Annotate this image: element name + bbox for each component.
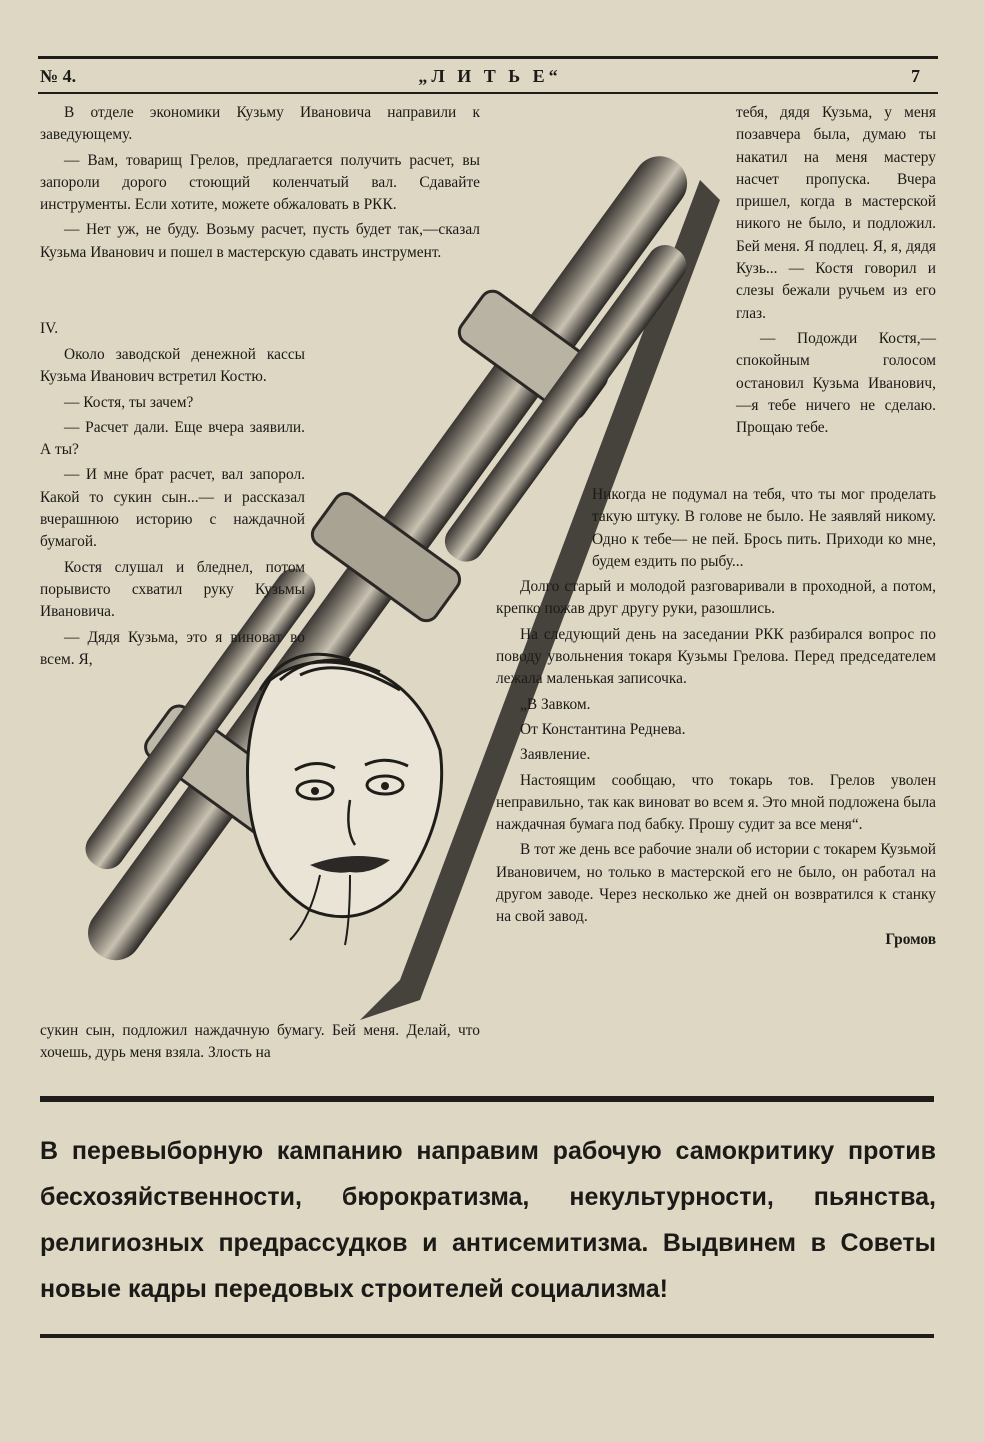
paragraph: В тот же день все рабочие знали об истории с токарем Кузьмой Ивановичем, но только в мастерской его не было, он работал на другом заводе. Через несколько же дней он возвратился к станку на свой завод. xyxy=(496,841,936,926)
paragraph: Настоящим сообщаю, что токарь тов. Грелов уволен неправильно, так как виноват во всем я. Это мной подложена была наждачная бумага под бабку. Прошу судит за все меня“. xyxy=(496,771,936,834)
left-column xyxy=(40,102,480,264)
issue-number: № 4. xyxy=(40,66,77,86)
paragraph: — Вам, товарищ Грелов, предлагается получить расчет, вы запороли дорого стоющий коленчатый вал. Сдавайте инструменты. Если хотите, можете обжаловать в РКК. xyxy=(40,151,480,214)
paragraph: Около заводской денежной кассы Кузьма Иванович встретил Костю. xyxy=(40,346,305,386)
left-column-continued xyxy=(40,344,305,671)
slogan: В перевыборную кампанию направим рабочую самокритику против бесхозяйственности, бюрократизма, некультурности, пьянства, религиозных предрассудков и антисемитизма. Выдвинем в Советы новые кадры передовых строителей социализма! xyxy=(40,1137,936,1303)
paragraph: — И мне брат расчет, вал запорол. Какой то сукин сын...— и рассказал вчерашнюю историю с наждачной бумагой. xyxy=(40,466,305,551)
right-column-bottom xyxy=(496,484,936,951)
paragraph: — Костя, ты зачем? xyxy=(64,393,194,411)
section-heading xyxy=(40,318,480,340)
page-header xyxy=(40,66,940,90)
slogan-bottom-rule xyxy=(40,1334,934,1338)
worker-face xyxy=(248,654,442,945)
paragraph: „В Завком. xyxy=(520,695,591,713)
paragraph: На следующий день на заседании РКК разбирался вопрос по поводу увольнения токаря Кузьмы Грелова. Перед председателем лежала маленькая записочка. xyxy=(496,625,936,688)
paragraph: — Нет уж, не буду. Возьму расчет, пусть будет так,—сказал Кузьма Иванович и пошел в мастерскую сдавать инструмент. xyxy=(40,221,480,261)
paragraph: В отделе экономики Кузьму Ивановича направили к заведующему. xyxy=(40,104,480,144)
paragraph: — Дядя Кузьма, это я виноват во всем. Я, xyxy=(40,628,305,668)
top-rule xyxy=(38,56,938,59)
paragraph: тебя, дядя Кузьма, у меня позавчера была, думаю ты накатил на меня мастеру насчет пропуска. Вчера пришел, когда в мастерской никого не было, и подложил. Бей меня. Я подлец. Я, я, дядя Кузь... — Костя говорил и слезы бежали ручьем из его глаз. xyxy=(736,104,936,322)
header-rule xyxy=(38,92,938,94)
slogan-top-rule xyxy=(40,1096,934,1102)
bottom-left-text xyxy=(40,1020,480,1065)
paragraph: Заявление. xyxy=(520,746,591,764)
right-column-top xyxy=(736,102,936,439)
paragraph: Долго старый и молодой разговаривали в проходной, а потом, крепко пожав друг другу руки, разошлись. xyxy=(496,578,936,618)
paragraph: — Подожди Костя,— спокойным голосом остановил Кузьма Иванович,—я тебе ничего не сделаю. Прощаю тебе. xyxy=(736,329,936,437)
section-number: IV. xyxy=(40,320,59,337)
paragraph: сукин сын, подложил наждачную бумагу. Бей меня. Делай, что хочешь, дурь меня взяла. Злость на xyxy=(40,1022,480,1062)
magazine-title: „Л И Т Ь Е“ xyxy=(418,66,562,86)
paragraph: Никогда не подумал на тебя, что ты мог проделать такую штуку. В голове не было. Не заявляй никому. Одно к тебе— не пей. Брось пить. Приходи ко мне, будем ездить по рыбу... xyxy=(592,486,936,570)
paragraph: Костя слушал и бледнел, потом порывисто схватил руку Кузьмы Ивановича. xyxy=(40,558,305,621)
paragraph: От Константина Реднева. xyxy=(520,720,686,738)
paragraph: — Расчет дали. Еще вчера заявили. А ты? xyxy=(40,418,305,459)
page-number: 7 xyxy=(911,66,920,86)
author-signature: Громов xyxy=(885,930,936,948)
